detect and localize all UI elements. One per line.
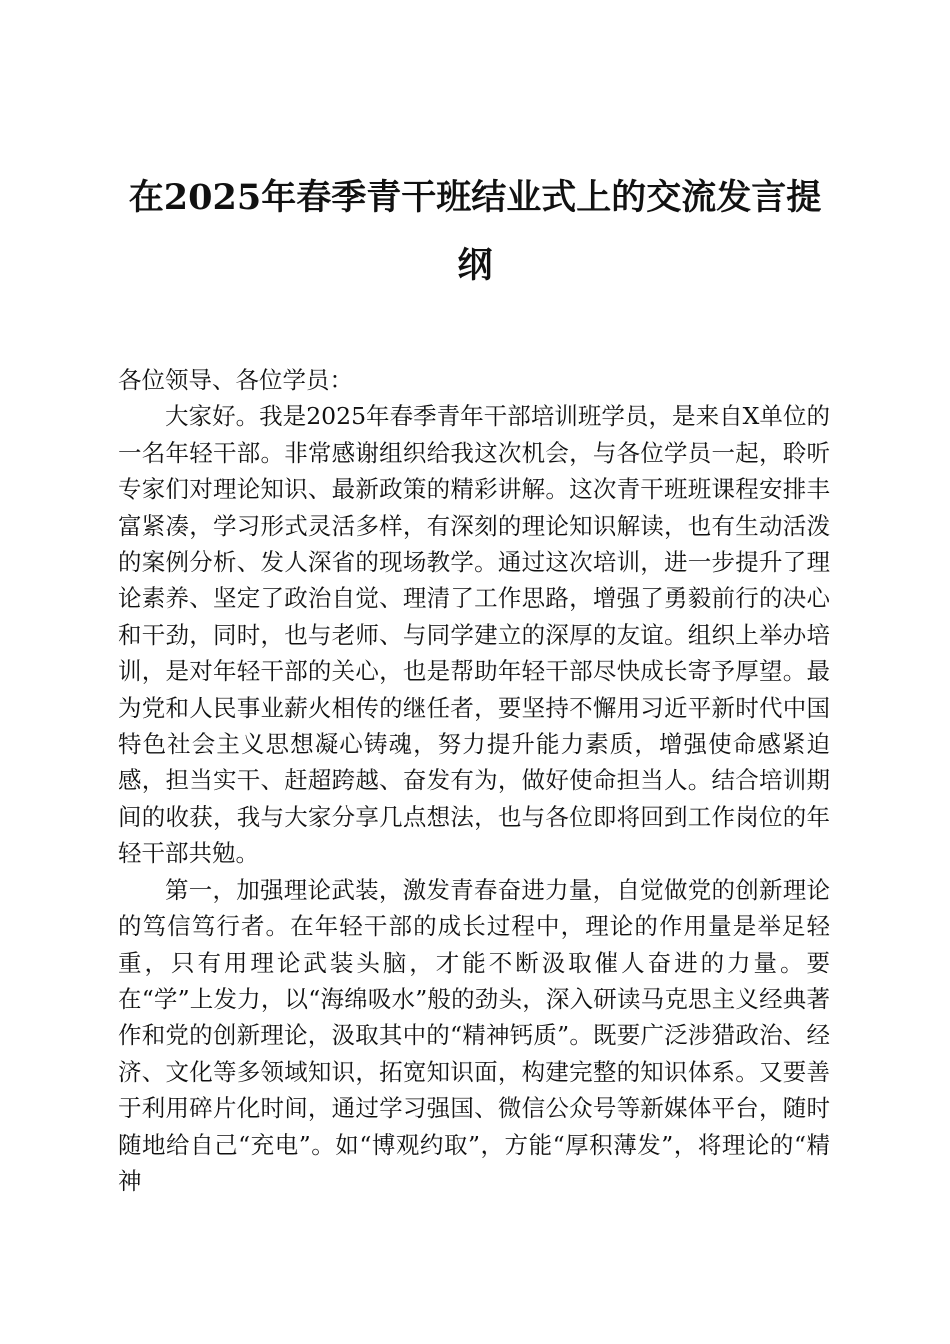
salutation: 各位领导、各位学员： xyxy=(118,366,353,394)
document-body xyxy=(118,362,830,1199)
paragraph-first-point: 第一，加强理论武装，激发青春奋进力量，自觉做党的创新理论的笃信笃行者。在年轻干部的成长过程中，理论的作用量是举足轻重，只有用理论武装头脑，才能不断汲取催人奋进的力量。要在“学”上发力，以“海绵吸水”般的劲头，深入研读马克思主义经典著作和党的创新理论，汲取其中的“精神钙质”。既要广泛涉猎政治、经济、文化等多领域知识，拓宽知识面，构建完整的知识体系。又要善于利用碎片化时间，通过学习强国、微信公众号等新媒体平台，随时随地给自己“充电”。如“博观约取”，方能“厚积薄发”，将理论的“精神 xyxy=(118,875,830,1195)
paragraph-opening: 大家好。我是2025年春季青年干部培训班学员，是来自X单位的一名年轻干部。非常感谢组织给我这次机会，与各位学员一起，聆听专家们对理论知识、最新政策的精彩讲解。这次青干班班课程安排丰富紧凑，学习形式灵活多样，有深刻的理论知识解读，也有生动活泼的案例分析、发人深省的现场教学。通过这次培训，进一步提升了理论素养、坚定了政治自觉、理清了工作思路，增强了勇毅前行的决心和干劲，同时，也与老师、与同学建立的深厚的友谊。组织上举办培训，是对年轻干部的关心，也是帮助年轻干部尽快成长寄予厚望。最为党和人民事业薪火相传的继任者，要坚持不懈用习近平新时代中国特色社会主义思想凝心铸魂，努力提升能力素质，增强使命感紧迫感，担当实干、赶超跨越、奋发有为，做好使命担当人。结合培训期间的收获，我与大家分享几点想法，也与各位即将回到工作岗位的年轻干部共勉。 xyxy=(118,402,830,868)
document-title: 在2025年春季青干班结业式上的交流发言提纲 xyxy=(128,177,822,286)
